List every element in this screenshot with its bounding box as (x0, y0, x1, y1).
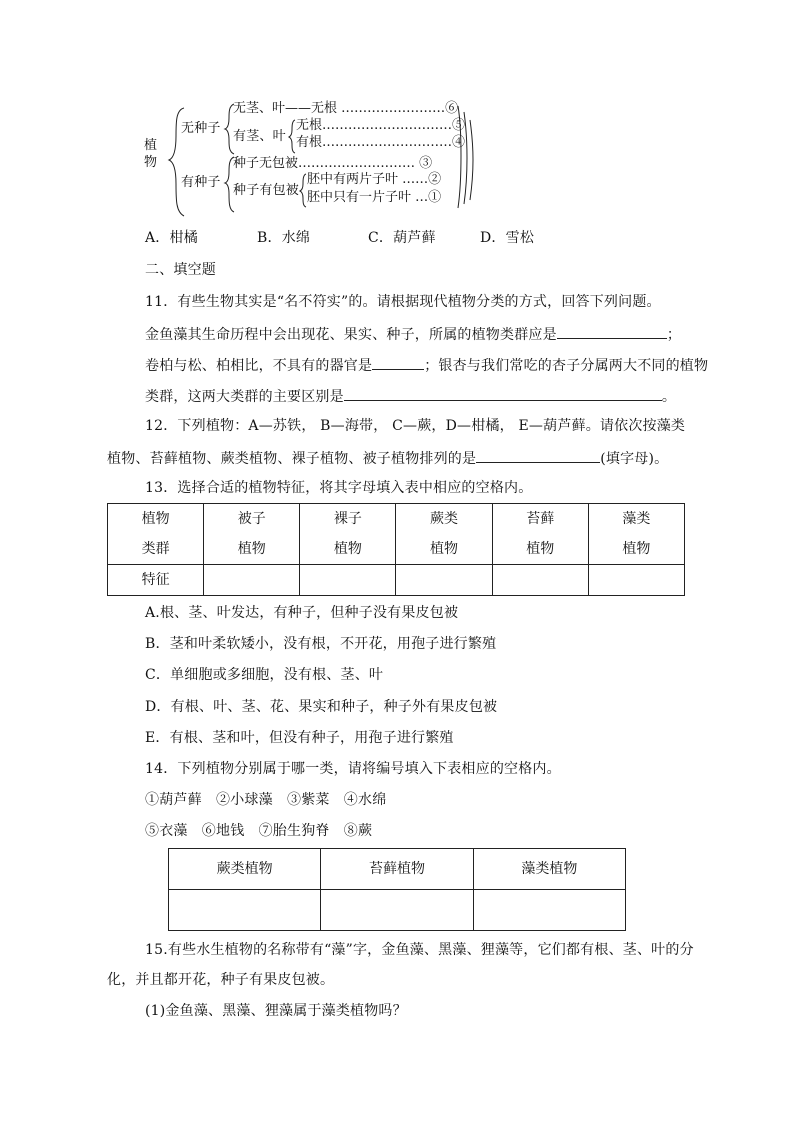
q11-text: 类群，这两大类群的主要区别是 (145, 389, 344, 405)
tree-no-seed: 无种子 (181, 121, 221, 136)
tree-node-4: 有根…………………………④ (296, 135, 466, 150)
option-b: B．水绵 (257, 230, 311, 246)
tree-node-1: 胚中只有一片子叶 …① (307, 190, 442, 205)
answer-cell[interactable] (169, 890, 321, 931)
tree-with-seed: 有种子 (181, 175, 221, 190)
q13-item-a: A.根、茎、叶发达，有种子，但种子没有果皮包被 (145, 605, 459, 621)
answer-blank[interactable] (557, 323, 667, 339)
q13-item-c: C．单细胞或多细胞，没有根、茎、叶 (145, 667, 384, 683)
q13-item-d: D．有根、叶、茎、花、果实和种子，种子外有果皮包被 (145, 699, 498, 715)
answer-blank[interactable] (476, 447, 600, 463)
answer-cell[interactable] (321, 890, 473, 931)
table-header-cell: 藻类 植物 (588, 504, 684, 565)
q13-item-e: E．有根、茎和叶，但没有种子，用孢子进行繁殖 (145, 730, 454, 746)
q14-table (168, 848, 626, 931)
q11-line1: 11．有些生物其实是“名不符实”的。请根据现代植物分类的方式，回答下列问题。 (145, 294, 661, 310)
table-header-cell: 藻类植物 (473, 849, 625, 890)
option-d: D．雪松 (480, 230, 535, 246)
tree-node-2: 胚中有两片子叶 ……② (307, 172, 442, 187)
tree-seed-covered: 种子有包被 (233, 183, 300, 198)
q11-text: ； (666, 327, 682, 343)
q12-line1: 12．下列植物：A—苏铁， B—海带， C—蕨，D—柑橘， E—葫芦藓。请依次按藻类 (145, 418, 686, 434)
option-a: A．柑橘 (145, 230, 198, 246)
tree-node-3: 种子无包被……………………… ③ (233, 156, 433, 171)
tree-node-6: 无茎、叶——无根 ……………………⑥ (233, 101, 459, 116)
q14-title: 14．下列植物分别属于哪一类，请将编号填入下表相应的空格内。 (145, 761, 561, 777)
answer-cell[interactable] (473, 890, 625, 931)
q11-text: 。 (661, 389, 677, 405)
option-c: C．葫芦藓 (368, 230, 436, 246)
answer-cell[interactable] (300, 565, 396, 596)
table-row (108, 504, 685, 565)
q12-text: 植物、苔藓植物、蕨类植物、裸子植物、被子植物排列的是 (107, 451, 477, 467)
table-header-cell: 蕨类植物 (169, 849, 321, 890)
table-header-cell: 蕨类 植物 (396, 504, 492, 565)
answer-cell[interactable] (588, 565, 684, 596)
q11-line2 (145, 323, 681, 345)
tree-root: 植物 (144, 138, 158, 170)
answer-cell[interactable] (492, 565, 588, 596)
q11-line3 (145, 354, 708, 376)
q14-list2: ⑤衣藻 ⑥地钱 ⑦胎生狗脊 ⑧蕨 (145, 823, 373, 839)
q12-text: (填字母)。 (600, 451, 669, 467)
q11-line4 (145, 385, 676, 407)
answer-blank[interactable] (372, 354, 424, 370)
tree-node-5: 无根…………………………⑤ (296, 118, 466, 133)
table-row-label: 特征 (108, 565, 204, 596)
answer-cell[interactable] (396, 565, 492, 596)
q15-line1: 15.有些水生植物的名称带有“藻”字，金鱼藻、黑藻、狸藻等，它们都有根、茎、叶的分 (145, 942, 694, 958)
table-header-cell: 苔藓植物 (321, 849, 473, 890)
q12-line2 (107, 447, 668, 469)
table-header-cell: 苔藓 植物 (492, 504, 588, 565)
tree-stem-leaf: 有茎、叶 (233, 129, 286, 144)
q13-table (107, 503, 685, 596)
q13-title: 13．选择合适的植物特征，将其字母填入表中相应的空格内。 (145, 480, 533, 496)
table-header-cell: 裸子 植物 (300, 504, 396, 565)
table-header-cell: 植物 类群 (108, 504, 204, 565)
section-heading: 二、填空题 (145, 262, 216, 278)
table-row (169, 849, 626, 890)
q13-item-b: B．茎和叶柔软矮小，没有根，不开花，用孢子进行繁殖 (145, 636, 497, 652)
q14-list1: ①葫芦藓 ②小球藻 ③紫菜 ④水绵 (145, 792, 387, 808)
answer-blank[interactable] (344, 385, 662, 401)
table-row (169, 890, 626, 931)
q11-text: 金鱼藻其生命历程中会出现花、果实、种子，所属的植物类群应是 (145, 327, 557, 343)
q15-line3: (1)金鱼藻、黑藻、狸藻属于藻类植物吗？ (145, 1003, 407, 1019)
q11-text: ；银杏与我们常吃的杏子分属两大不同的植物 (424, 358, 709, 374)
q11-text: 卷柏与松、柏相比，不具有的器官是 (145, 358, 373, 374)
table-row (108, 565, 685, 596)
table-header-cell: 被子 植物 (204, 504, 300, 565)
answer-cell[interactable] (204, 565, 300, 596)
q15-line2: 化，并且都开花，种子有果皮包被。 (107, 972, 335, 988)
